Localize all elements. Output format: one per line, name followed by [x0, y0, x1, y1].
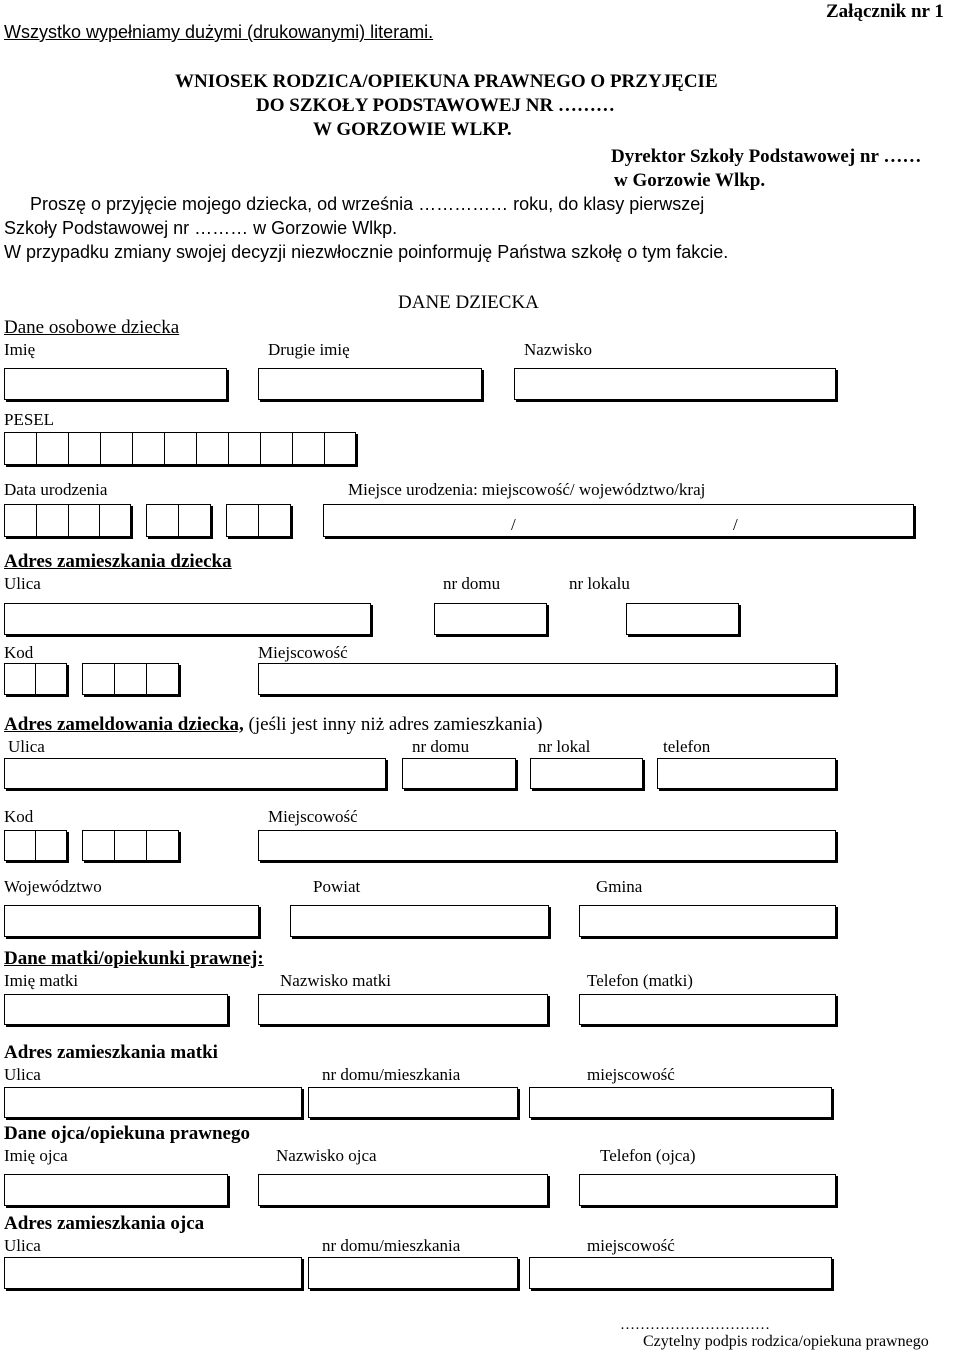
father-surname-field[interactable] [258, 1174, 548, 1206]
pesel-digit-box[interactable] [132, 432, 165, 465]
postal-digit-box[interactable] [114, 830, 147, 861]
birth-date-label: Data urodzenia [4, 480, 108, 499]
father-street-label: Ulica [4, 1236, 41, 1255]
residence-street-label: Ulica [4, 574, 41, 593]
form-title-line1: WNIOSEK RODZICA/OPIEKUNA PRAWNEGO O PRZYJĘCIE [175, 71, 718, 92]
birth-day-field[interactable] [226, 504, 291, 537]
mother-house-label: nr domu/mieszkania [322, 1065, 461, 1084]
registration-postal-code-suffix[interactable] [82, 830, 179, 861]
registration-phone-field[interactable] [657, 758, 836, 789]
residence-flat-label: nr lokalu [569, 574, 630, 593]
residence-city-label: Miejscowość [258, 643, 348, 662]
registration-street-field[interactable] [4, 758, 386, 789]
fill-instruction: Wszystko wypełniamy dużymi (drukowanymi) literami. [4, 22, 434, 42]
voivodeship-field[interactable] [4, 905, 259, 937]
signature-label: Czytelny podpis rodzica/opiekuna prawnego [643, 1333, 929, 1350]
second-name-label: Drugie imię [268, 340, 350, 359]
residence-street-field[interactable] [4, 603, 371, 635]
child-personal-title: Dane osobowe dziecka [4, 317, 180, 338]
residence-city-field[interactable] [258, 663, 836, 695]
county-label: Powiat [313, 877, 361, 896]
registration-house-field[interactable] [402, 758, 516, 789]
child-second-name-field[interactable] [258, 368, 482, 400]
pesel-digit-box[interactable] [68, 432, 101, 465]
addressee-line1: Dyrektor Szkoły Podstawowej nr …… [611, 146, 922, 167]
registration-flat-field[interactable] [530, 758, 643, 789]
father-street-field[interactable] [4, 1257, 302, 1289]
father-first-name-field[interactable] [4, 1174, 228, 1206]
pesel-digit-box[interactable] [260, 432, 293, 465]
pesel-digit-box[interactable] [228, 432, 261, 465]
mother-section-title: Dane matki/opiekunki prawnej: [4, 948, 264, 969]
birth-place-label: Miejsce urodzenia: miejscowość/ województwo/kraj [348, 480, 706, 499]
postal-digit-box[interactable] [146, 830, 179, 861]
form-title-line3: W GORZOWIE WLKP. [313, 119, 512, 140]
registration-postal-code-prefix[interactable] [4, 830, 67, 861]
child-first-name-field[interactable] [4, 368, 227, 400]
postal-digit-box[interactable] [4, 830, 36, 861]
postal-digit-box[interactable] [4, 663, 36, 695]
child-surname-field[interactable] [514, 368, 836, 400]
residence-flat-field[interactable] [626, 603, 739, 635]
mother-house-field[interactable] [308, 1087, 518, 1118]
residence-code-label: Kod [4, 643, 34, 662]
father-address-title: Adres zamieszkania ojca [4, 1213, 205, 1234]
mother-street-label: Ulica [4, 1065, 41, 1084]
mother-city-field[interactable] [529, 1087, 832, 1118]
father-phone-field[interactable] [579, 1174, 836, 1206]
date-digit-box[interactable] [4, 504, 37, 537]
father-house-label: nr domu/mieszkania [322, 1236, 461, 1255]
residence-house-field[interactable] [434, 603, 547, 635]
registration-code-label: Kod [4, 807, 34, 826]
mother-first-name-label: Imię matki [4, 971, 79, 990]
father-city-field[interactable] [529, 1257, 832, 1289]
registration-title-note: (jeśli jest inny niż adres zamieszkania) [243, 714, 543, 735]
postal-digit-box[interactable] [82, 663, 115, 695]
father-city-label: miejscowość [587, 1236, 675, 1255]
father-first-name-label: Imię ojca [4, 1146, 68, 1165]
signature-line: ………………………… [620, 1317, 770, 1333]
birth-place-separator: / [733, 515, 738, 534]
postal-digit-box[interactable] [146, 663, 179, 695]
first-name-label: Imię [4, 340, 36, 359]
mother-surname-label: Nazwisko matki [280, 971, 391, 990]
commune-label: Gmina [596, 877, 643, 896]
father-surname-label: Nazwisko ojca [276, 1146, 377, 1165]
mother-city-label: miejscowość [587, 1065, 675, 1084]
mother-surname-field[interactable] [258, 994, 548, 1025]
registration-city-label: Miejscowość [268, 807, 358, 826]
postal-digit-box[interactable] [35, 663, 67, 695]
father-house-field[interactable] [308, 1257, 518, 1289]
child-section-title: DANE DZIECKA [398, 292, 539, 313]
registration-phone-label: telefon [663, 737, 711, 756]
voivodeship-label: Województwo [4, 877, 102, 896]
pesel-digit-box[interactable] [100, 432, 133, 465]
form-title-line2: DO SZKOŁY PODSTAWOWEJ NR ……… [256, 95, 615, 116]
pesel-digit-box[interactable] [164, 432, 197, 465]
pesel-field[interactable] [4, 432, 356, 465]
birth-month-field[interactable] [146, 504, 211, 537]
mother-first-name-field[interactable] [4, 994, 228, 1025]
mother-phone-label: Telefon (matki) [587, 971, 693, 990]
postal-digit-box[interactable] [82, 830, 115, 861]
birth-place-separator: / [511, 515, 516, 534]
date-digit-box[interactable] [99, 504, 131, 537]
mother-address-title: Adres zamieszkania matki [4, 1042, 218, 1063]
addressee-line2: w Gorzowie Wlkp. [614, 170, 766, 191]
birth-year-field[interactable] [4, 504, 131, 537]
date-digit-box[interactable] [258, 504, 291, 537]
registration-flat-label: nr lokal [538, 737, 591, 756]
registration-title [4, 715, 542, 734]
registration-title-main: Adres zameldowania dziecka, [4, 714, 244, 735]
registration-street-label: Ulica [8, 737, 45, 756]
request-text-line2: Szkoły Podstawowej nr ……… w Gorzowie Wlkp. [4, 218, 398, 238]
surname-label: Nazwisko [524, 340, 592, 359]
father-phone-label: Telefon (ojca) [600, 1146, 696, 1165]
request-text-line1: Proszę o przyjęcie mojego dziecka, od września …………… roku, do klasy pierwszej [30, 194, 705, 214]
attachment-label: Załącznik nr 1 [826, 1, 944, 22]
pesel-digit-box[interactable] [4, 432, 37, 465]
registration-city-field[interactable] [258, 830, 836, 861]
request-text-line3: W przypadku zmiany swojej decyzji niezwłocznie poinformuję Państwa szkołę o tym fakcie. [4, 242, 729, 262]
residence-title: Adres zamieszkania dziecka [4, 551, 232, 572]
pesel-digit-box[interactable] [36, 432, 69, 465]
mother-phone-field[interactable] [579, 994, 836, 1025]
pesel-digit-box[interactable] [292, 432, 325, 465]
residence-house-label: nr domu [443, 574, 501, 593]
pesel-digit-box[interactable] [324, 432, 356, 465]
father-section-title: Dane ojca/opiekuna prawnego [4, 1123, 250, 1144]
birth-place-field[interactable] [323, 504, 914, 537]
county-field[interactable] [290, 905, 549, 937]
date-digit-box[interactable] [68, 504, 100, 537]
commune-field[interactable] [579, 905, 836, 937]
pesel-digit-box[interactable] [196, 432, 229, 465]
pesel-label: PESEL [4, 410, 55, 429]
date-digit-box[interactable] [178, 504, 211, 537]
registration-house-label: nr domu [412, 737, 470, 756]
postal-digit-box[interactable] [114, 663, 147, 695]
date-digit-box[interactable] [36, 504, 69, 537]
mother-street-field[interactable] [4, 1087, 302, 1118]
residence-postal-code-prefix[interactable] [4, 663, 67, 695]
date-digit-box[interactable] [226, 504, 259, 537]
residence-postal-code-suffix[interactable] [82, 663, 179, 695]
date-digit-box[interactable] [146, 504, 179, 537]
postal-digit-box[interactable] [35, 830, 67, 861]
